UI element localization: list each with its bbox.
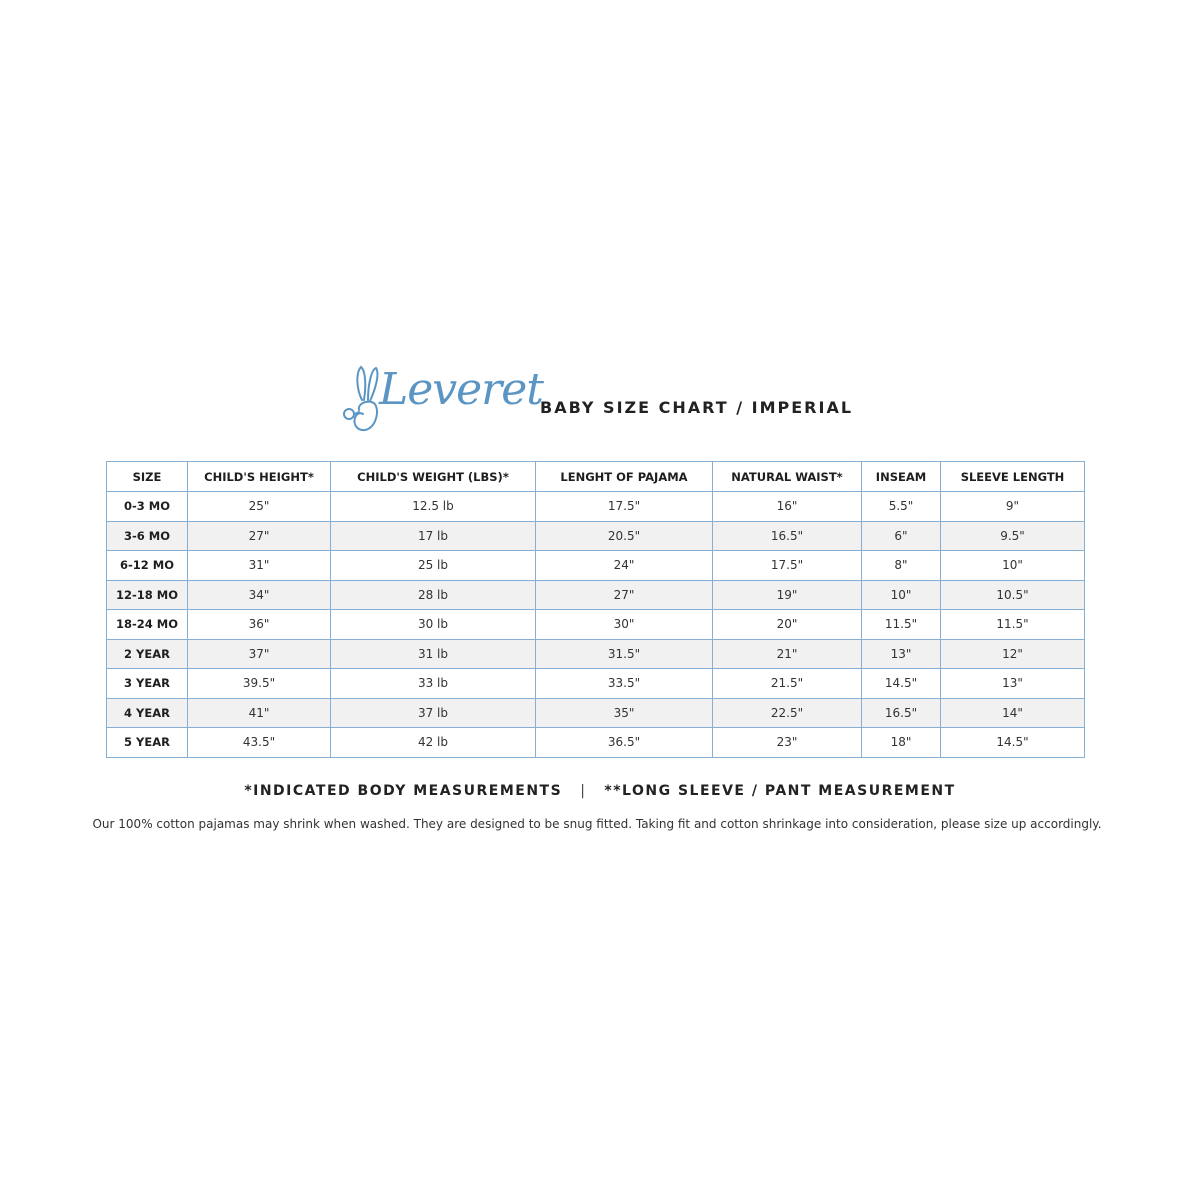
measurement-cell: 9.5" <box>941 521 1085 551</box>
measurement-cell: 43.5" <box>188 728 331 758</box>
measurement-cell: 13" <box>862 639 941 669</box>
column-header: SIZE <box>107 462 188 492</box>
measurement-cell: 9" <box>941 492 1085 522</box>
table-row <box>107 698 1085 728</box>
size-chart-table <box>106 461 1085 758</box>
measurement-cell: 14.5" <box>941 728 1085 758</box>
measurement-cell: 41" <box>188 698 331 728</box>
measurement-cell: 12" <box>941 639 1085 669</box>
measurement-cell: 21.5" <box>713 669 862 699</box>
measurement-notes <box>0 783 1200 799</box>
measurement-cell: 11.5" <box>941 610 1085 640</box>
measurement-cell: 25 lb <box>331 551 536 581</box>
column-header: NATURAL WAIST* <box>713 462 862 492</box>
brand-wordmark: Leveret <box>379 364 543 415</box>
measurement-cell: 35" <box>536 698 713 728</box>
measurement-cell: 16.5" <box>862 698 941 728</box>
size-cell: 4 YEAR <box>107 698 188 728</box>
measurement-cell: 6" <box>862 521 941 551</box>
column-header: CHILD'S HEIGHT* <box>188 462 331 492</box>
size-cell: 6-12 MO <box>107 551 188 581</box>
measurement-cell: 5.5" <box>862 492 941 522</box>
measurement-cell: 39.5" <box>188 669 331 699</box>
table-row <box>107 492 1085 522</box>
measurement-cell: 16" <box>713 492 862 522</box>
size-cell: 5 YEAR <box>107 728 188 758</box>
chart-header <box>335 362 875 442</box>
note-sleeve-pant: **LONG SLEEVE / PANT MEASUREMENT <box>604 783 956 799</box>
note-body-measurements: *INDICATED BODY MEASUREMENTS <box>244 783 563 799</box>
table-row <box>107 728 1085 758</box>
measurement-cell: 23" <box>713 728 862 758</box>
measurement-cell: 33.5" <box>536 669 713 699</box>
measurement-cell: 27" <box>536 580 713 610</box>
measurement-cell: 10" <box>862 580 941 610</box>
measurement-cell: 17 lb <box>331 521 536 551</box>
measurement-cell: 20" <box>713 610 862 640</box>
measurement-cell: 20.5" <box>536 521 713 551</box>
size-cell: 18-24 MO <box>107 610 188 640</box>
table-body <box>107 492 1085 758</box>
size-cell: 2 YEAR <box>107 639 188 669</box>
measurement-cell: 27" <box>188 521 331 551</box>
brand-logo <box>335 362 543 442</box>
measurement-cell: 19" <box>713 580 862 610</box>
measurement-cell: 18" <box>862 728 941 758</box>
table-row <box>107 639 1085 669</box>
column-header: LENGHT OF PAJAMA <box>536 462 713 492</box>
size-cell: 3 YEAR <box>107 669 188 699</box>
measurement-cell: 22.5" <box>713 698 862 728</box>
table-header-row <box>107 462 1085 492</box>
note-separator: | <box>580 783 587 799</box>
measurement-cell: 24" <box>536 551 713 581</box>
measurement-cell: 36.5" <box>536 728 713 758</box>
measurement-cell: 17.5" <box>536 492 713 522</box>
measurement-cell: 31" <box>188 551 331 581</box>
measurement-cell: 10.5" <box>941 580 1085 610</box>
size-cell: 0-3 MO <box>107 492 188 522</box>
measurement-cell: 8" <box>862 551 941 581</box>
measurement-cell: 16.5" <box>713 521 862 551</box>
measurement-cell: 11.5" <box>862 610 941 640</box>
size-cell: 3-6 MO <box>107 521 188 551</box>
measurement-cell: 34" <box>188 580 331 610</box>
table-row <box>107 551 1085 581</box>
measurement-cell: 13" <box>941 669 1085 699</box>
measurement-cell: 30" <box>536 610 713 640</box>
measurement-cell: 14.5" <box>862 669 941 699</box>
measurement-cell: 10" <box>941 551 1085 581</box>
measurement-cell: 33 lb <box>331 669 536 699</box>
measurement-cell: 12.5 lb <box>331 492 536 522</box>
measurement-cell: 37" <box>188 639 331 669</box>
table-row <box>107 669 1085 699</box>
measurement-cell: 28 lb <box>331 580 536 610</box>
column-header: INSEAM <box>862 462 941 492</box>
size-cell: 12-18 MO <box>107 580 188 610</box>
measurement-cell: 42 lb <box>331 728 536 758</box>
page-title: BABY SIZE CHART / IMPERIAL <box>540 398 854 417</box>
measurement-cell: 21" <box>713 639 862 669</box>
table-row <box>107 610 1085 640</box>
shrinkage-disclaimer: Our 100% cotton pajamas may shrink when washed. They are designed to be snug fitted. Taking fit and cotton shrinkage into consideration, please size up accordingly. <box>92 817 1102 831</box>
measurement-cell: 30 lb <box>331 610 536 640</box>
measurement-cell: 36" <box>188 610 331 640</box>
column-header: SLEEVE LENGTH <box>941 462 1085 492</box>
table-row <box>107 580 1085 610</box>
measurement-cell: 37 lb <box>331 698 536 728</box>
column-header: CHILD'S WEIGHT (LBS)* <box>331 462 536 492</box>
measurement-cell: 17.5" <box>713 551 862 581</box>
measurement-cell: 14" <box>941 698 1085 728</box>
measurement-cell: 31.5" <box>536 639 713 669</box>
table-row <box>107 521 1085 551</box>
measurement-cell: 25" <box>188 492 331 522</box>
measurement-cell: 31 lb <box>331 639 536 669</box>
